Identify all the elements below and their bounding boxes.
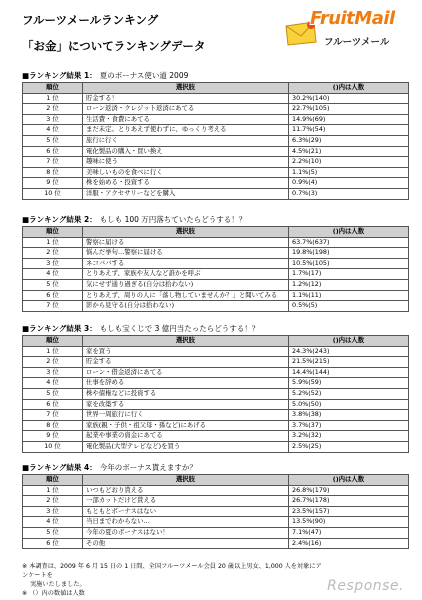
table-row: [23, 357, 409, 368]
choice-cell: 株を始める・投資する: [83, 178, 289, 189]
section-heading: [22, 323, 408, 335]
choice-cell: もともとボーナスはない: [83, 506, 289, 517]
column-header-choice: 選択肢: [83, 336, 289, 347]
table-row: [23, 367, 409, 378]
value-cell: 24.3%(243): [289, 346, 409, 357]
table-header-row: [23, 336, 409, 347]
section-label: ■ランキング結果 2：: [22, 215, 97, 224]
table-row: [23, 378, 409, 389]
value-cell: 14.4%(144): [289, 367, 409, 378]
value-cell: 23.5%(157): [289, 506, 409, 517]
table-row: [23, 290, 409, 301]
value-cell: 1.1%(5): [289, 167, 409, 178]
table-row: [23, 248, 409, 259]
table-row: [23, 506, 409, 517]
table-row: [23, 237, 409, 248]
choice-cell: 家を買う: [83, 346, 289, 357]
rank-cell: 10 位: [23, 441, 83, 452]
table-row: [23, 496, 409, 507]
column-header-rank: 順位: [23, 336, 83, 347]
choice-cell: 趣味に使う: [83, 157, 289, 168]
choice-cell: 起業や事業の資金にあてる: [83, 431, 289, 442]
rank-cell: 6 位: [23, 290, 83, 301]
rank-cell: 4 位: [23, 517, 83, 528]
ranking-section-1: [22, 70, 408, 200]
rank-cell: 3 位: [23, 367, 83, 378]
column-header-choice: 選択肢: [83, 475, 289, 486]
ranking-table: [22, 82, 409, 200]
table-header-row: [23, 227, 409, 238]
section-heading: [22, 462, 408, 474]
column-header-rank: 順位: [23, 83, 83, 94]
value-cell: 1.7%(17): [289, 269, 409, 280]
rank-cell: 3 位: [23, 506, 83, 517]
section-heading: [22, 214, 408, 226]
choice-cell: 電化製品(大型テレビなど)を買う: [83, 441, 289, 452]
table-row: [23, 167, 409, 178]
table-row: [23, 157, 409, 168]
column-header-value: ()内は人数: [289, 227, 409, 238]
ranking-table: [22, 226, 409, 312]
choice-cell: とりあえず、家族や友人など誰かを呼ぶ: [83, 269, 289, 280]
table-row: [23, 527, 409, 538]
table-row: [23, 420, 409, 431]
rank-cell: 6 位: [23, 399, 83, 410]
choice-cell: 今年の夏のボーナスはない！: [83, 527, 289, 538]
table-row: [23, 258, 409, 269]
value-cell: 10.5%(105): [289, 258, 409, 269]
rank-cell: 7 位: [23, 410, 83, 421]
logo-kana: フルーツメール: [324, 37, 390, 48]
value-cell: 4.5%(21): [289, 146, 409, 157]
rank-cell: 3 位: [23, 114, 83, 125]
rank-cell: 1 位: [23, 485, 83, 496]
choice-cell: 美味しいものを食べに行く: [83, 167, 289, 178]
value-cell: 30.2%(140): [289, 93, 409, 104]
note-line-1: ※ 本調査は、2009 年 6 月 15 日の 1 日間、全国フルーツメール会員 20 歳以上男女、1,000 人を対象にアンケートを: [22, 563, 322, 579]
value-cell: 5.2%(52): [289, 388, 409, 399]
rank-cell: 9 位: [23, 431, 83, 442]
choice-cell: 警察に届ける: [83, 237, 289, 248]
choice-cell: 家族(親・子供・祖父母・孫など)にあげる: [83, 420, 289, 431]
rank-cell: 2 位: [23, 357, 83, 368]
table-header-row: [23, 475, 409, 486]
value-cell: 26.7%(178): [289, 496, 409, 507]
value-cell: 3.2%(32): [289, 431, 409, 442]
ranking-section-3: [22, 323, 408, 453]
section-question: 今年のボーナス貰えますか？: [99, 463, 197, 472]
value-cell: 6.3%(29): [289, 135, 409, 146]
rank-cell: 6 位: [23, 146, 83, 157]
note-line-2: 実施いたしました。: [30, 581, 86, 588]
choice-cell: 家を改築する: [83, 399, 289, 410]
value-cell: 5.0%(50): [289, 399, 409, 410]
ranking-table: [22, 474, 409, 549]
table-row: [23, 93, 409, 104]
table-row: [23, 346, 409, 357]
table-row: [23, 135, 409, 146]
ranking-section-4: [22, 462, 408, 549]
fruitmail-logo: [284, 4, 410, 60]
value-cell: 11.7%(54): [289, 125, 409, 136]
choice-cell: とりあえず、周りの人に「落し物していませんか？」と聞いてみる: [83, 290, 289, 301]
choice-cell: 一部カットだけど貰える: [83, 496, 289, 507]
column-header-rank: 順位: [23, 475, 83, 486]
rank-cell: 5 位: [23, 527, 83, 538]
value-cell: 26.8%(179): [289, 485, 409, 496]
section-label: ■ランキング結果 4：: [22, 463, 97, 472]
rank-cell: 5 位: [23, 388, 83, 399]
section-question: もしも 100 万円落ちていたらどうする！？: [99, 215, 247, 224]
choice-cell: ローン・借金返済にあてる: [83, 367, 289, 378]
value-cell: 0.7%(3): [289, 188, 409, 199]
value-cell: 2.4%(16): [289, 538, 409, 549]
rank-cell: 1 位: [23, 93, 83, 104]
value-cell: 7.1%(47): [289, 527, 409, 538]
column-header-rank: 順位: [23, 227, 83, 238]
rank-cell: 3 位: [23, 258, 83, 269]
table-row: [23, 269, 409, 280]
choice-cell: 株や債権などに投資する: [83, 388, 289, 399]
table-row: [23, 485, 409, 496]
rank-cell: 4 位: [23, 269, 83, 280]
value-cell: 5.9%(59): [289, 378, 409, 389]
rank-cell: 1 位: [23, 237, 83, 248]
rank-cell: 9 位: [23, 178, 83, 189]
table-row: [23, 104, 409, 115]
value-cell: 21.5%(215): [289, 357, 409, 368]
value-cell: 63.7%(637): [289, 237, 409, 248]
value-cell: 19.8%(198): [289, 248, 409, 259]
page-title: フルーツメールランキング: [22, 13, 159, 27]
column-header-choice: 選択肢: [83, 83, 289, 94]
choice-cell: 貯金する！: [83, 93, 289, 104]
ranking-table: [22, 335, 409, 453]
choice-cell: 当日までわからない…: [83, 517, 289, 528]
ranking-section-2: [22, 214, 408, 312]
rank-cell: 8 位: [23, 167, 83, 178]
section-question: 夏のボーナス使い道 2009: [99, 71, 189, 80]
value-cell: 0.5%(5): [289, 301, 409, 312]
choice-cell: 悩んだ挙句…警察に届ける: [83, 248, 289, 259]
choice-cell: 貯金する: [83, 357, 289, 368]
rank-cell: 8 位: [23, 420, 83, 431]
rank-cell: 2 位: [23, 248, 83, 259]
table-row: [23, 178, 409, 189]
table-row: [23, 388, 409, 399]
table-row: [23, 538, 409, 549]
value-cell: 1.1%(11): [289, 290, 409, 301]
logo-word: FruitMail: [310, 8, 395, 29]
section-label: ■ランキング結果 1：: [22, 71, 97, 80]
table-row: [23, 399, 409, 410]
column-header-value: ()内は人数: [289, 475, 409, 486]
choice-cell: 世界一周旅行に行く: [83, 410, 289, 421]
table-row: [23, 441, 409, 452]
rank-cell: 10 位: [23, 188, 83, 199]
table-row: [23, 517, 409, 528]
column-header-value: ()内は人数: [289, 336, 409, 347]
rank-cell: 4 位: [23, 125, 83, 136]
table-row: [23, 188, 409, 199]
value-cell: 14.9%(69): [289, 114, 409, 125]
rank-cell: 4 位: [23, 378, 83, 389]
page-header: [0, 0, 422, 62]
column-header-choice: 選択肢: [83, 227, 289, 238]
table-row: [23, 431, 409, 442]
rank-cell: 7 位: [23, 301, 83, 312]
value-cell: 13.5%(90): [289, 517, 409, 528]
note-line-3: ※ （）内の数値は人数: [22, 590, 85, 597]
section-question: もしも宝くじで 3 億円当たったらどうする！？: [99, 324, 260, 333]
table-header-row: [23, 83, 409, 94]
choice-cell: ローン返済・クレジット返済にあてる: [83, 104, 289, 115]
section-heading: [22, 70, 408, 82]
choice-cell: 洋服・アクセサリーなどを購入: [83, 188, 289, 199]
value-cell: 22.7%(105): [289, 104, 409, 115]
rank-cell: 2 位: [23, 496, 83, 507]
value-cell: 2.5%(25): [289, 441, 409, 452]
response-watermark: Response.: [327, 578, 404, 594]
choice-cell: 気にせず通り過ぎる(自分は拾わない): [83, 279, 289, 290]
table-row: [23, 125, 409, 136]
value-cell: 3.8%(38): [289, 410, 409, 421]
choice-cell: いつもどおり貰える: [83, 485, 289, 496]
choice-cell: その他: [83, 538, 289, 549]
choice-cell: 影から見守る(自分は拾わない): [83, 301, 289, 312]
choice-cell: まだ未定。とりあえず使わずに、ゆっくり考える: [83, 125, 289, 136]
footnotes: [22, 562, 322, 598]
value-cell: 3.7%(37): [289, 420, 409, 431]
table-row: [23, 301, 409, 312]
table-row: [23, 279, 409, 290]
rank-cell: 7 位: [23, 157, 83, 168]
value-cell: 1.2%(12): [289, 279, 409, 290]
rank-cell: 2 位: [23, 104, 83, 115]
rank-cell: 5 位: [23, 279, 83, 290]
rank-cell: 6 位: [23, 538, 83, 549]
choice-cell: 仕事を辞める: [83, 378, 289, 389]
column-header-value: ()内は人数: [289, 83, 409, 94]
section-label: ■ランキング結果 3：: [22, 324, 97, 333]
table-row: [23, 410, 409, 421]
choice-cell: 旅行に行く: [83, 135, 289, 146]
table-row: [23, 114, 409, 125]
choice-cell: ネコババする: [83, 258, 289, 269]
page-subtitle: 「お金」についてランキングデータ: [22, 39, 206, 53]
value-cell: 2.2%(10): [289, 157, 409, 168]
rank-cell: 1 位: [23, 346, 83, 357]
rank-cell: 5 位: [23, 135, 83, 146]
table-row: [23, 146, 409, 157]
value-cell: 0.9%(4): [289, 178, 409, 189]
choice-cell: 生活費・食費にあてる: [83, 114, 289, 125]
choice-cell: 電化製品の購入・買い換え: [83, 146, 289, 157]
